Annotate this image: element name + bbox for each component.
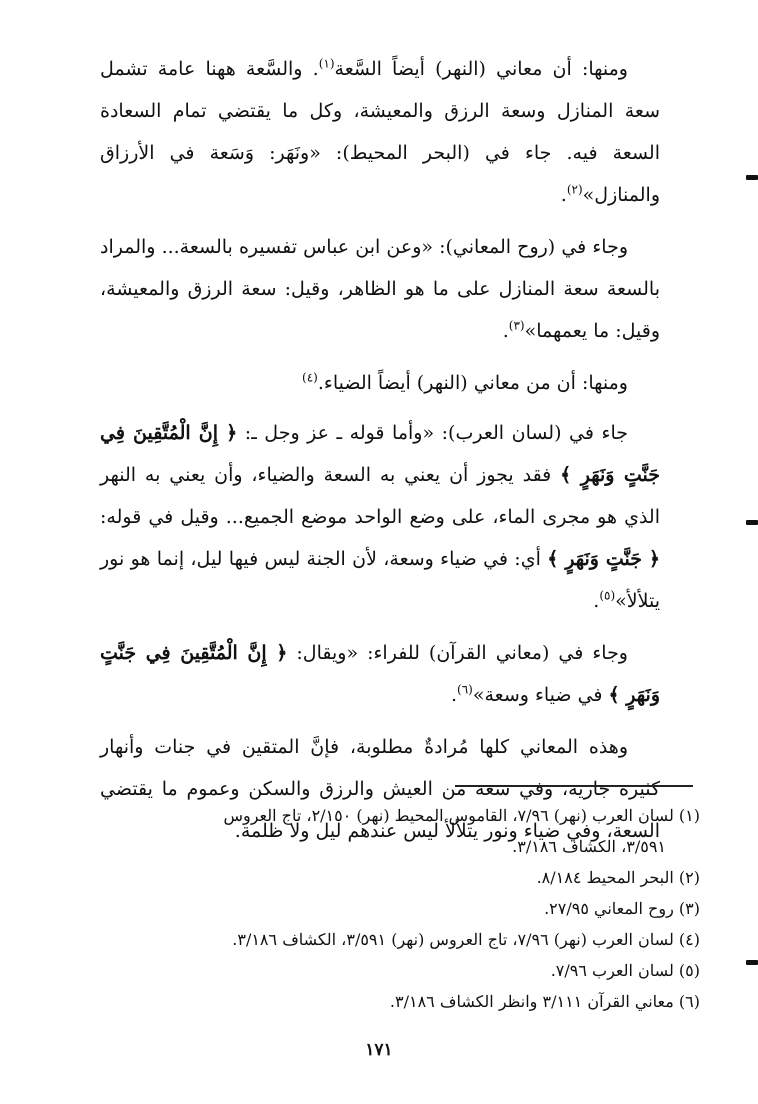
margin-mark xyxy=(746,960,758,965)
footnote-ref-3: (٣) xyxy=(508,318,525,333)
footnote-4: (٤) لسان العرب (نهر) ٧/٩٦، تاج العروس (نهر) ٣/٥٩١، الكشاف ٣/١٨٦. xyxy=(232,930,700,949)
paragraph-4 xyxy=(100,412,660,622)
main-text xyxy=(100,48,660,862)
footnote-ref-1: (١) xyxy=(318,56,335,71)
para1-part-a: ومنها: أن معاني (النهر) أيضاً السَّعة xyxy=(334,58,628,80)
para5-part-a: وجاء في (معاني القرآن) للفراء: «ويقال: xyxy=(287,642,628,664)
footnote-6: (٦) معاني القرآن ٣/١١١ وانظر الكشاف ٣/١٨٦. xyxy=(389,992,700,1011)
para2-text: وجاء في (روح المعاني): «وعن ابن عباس تفسيره بالسعة... والمراد بالسعة سعة المنازل على ما هو الظاهر، وقيل: سعة الرزق والمعيشة، وقيل: ما يعمهما» xyxy=(100,236,660,342)
margin-mark xyxy=(746,520,758,525)
footnote-1-continuation: ٣/٥٩١، الكشاف ٣/١٨٦. xyxy=(512,837,666,856)
paragraph-3 xyxy=(100,362,660,404)
footnote-ref-6: (٦) xyxy=(457,682,473,697)
para1-part-b: . والسَّعة ههنا عامة تشمل سعة المنازل وسعة الرزق والمعيشة، وكل ما يقتضي تمام السعادة السعة فيه. جاء في (البحر المحيط): «ونَهَر: وَسَعة في الأرزاق والمنازل» xyxy=(100,58,660,206)
footnotes xyxy=(100,800,700,1017)
paragraph-2 xyxy=(100,226,660,352)
margin-mark xyxy=(746,175,758,180)
para4-part-a: جاء في (لسان العرب): «وأما قوله ـ عز وجل ـ: xyxy=(237,422,628,444)
period: . xyxy=(593,590,600,612)
quran-verse-3: ﴿ إِنَّ الْمُتَّقِينَ فِي جَنَّتٍ وَنَهَرٍ ﴾ xyxy=(100,642,660,706)
period: . xyxy=(450,684,458,706)
period: . xyxy=(560,184,567,206)
paragraph-5 xyxy=(100,632,660,716)
quran-verse-2: ﴿ جَنَّتٍ وَنَهَرٍ ﴾ xyxy=(547,548,661,570)
footnote-ref-4: (٤) xyxy=(302,370,318,385)
footnote-1-continued xyxy=(100,831,700,862)
quran-verse-1: ﴿ إِنَّ الْمُتَّقِينَ فِي جَنَّتٍ وَنَهَرٍ ﴾ xyxy=(100,422,661,486)
paragraph-1 xyxy=(100,48,660,216)
para3-text: ومنها: أن من معاني (النهر) أيضاً الضياء. xyxy=(317,372,628,394)
footnote-1: (١) لسان العرب (نهر) ٧/٩٦، القاموس المحيط (نهر) ٢/١٥٠، تاج العروس xyxy=(223,806,700,825)
para5-part-b: في ضياء وسعة» xyxy=(472,684,609,706)
footnote-ref-2: (٢) xyxy=(566,182,583,197)
para6-text: وهذه المعاني كلها مُرادةٌ مطلوبة، فإنَّ المتقين في جنات وأنهار كثيرة جارية، وفي سعة من العيش والرزق والسكن وعموم ما يقتضي السعة، وفي ضياء ونور يتلألأ ليس عندهم ليل ولا ظلمة. xyxy=(100,736,660,842)
footnote-divider xyxy=(455,785,693,787)
footnote-ref-5: (٥) xyxy=(599,588,616,603)
para4-part-b: فقد يجوز أن يعني به السعة والضياء، وأن يعني به النهر الذي هو مجرى الماء، على وضع الواحد موضع الجميع... وقيل في قوله: xyxy=(100,464,660,528)
footnote-3: (٣) روح المعاني ٢٧/٩٥. xyxy=(544,899,700,918)
footnote-5: (٥) لسان العرب ٧/٩٦. xyxy=(550,961,700,980)
page-number: ١٧١ xyxy=(365,1040,393,1060)
para4-part-c: أي: في ضياء وسعة، لأن الجنة ليس فيها ليل، إنما هو نور يتلألأ» xyxy=(100,548,660,612)
period: . xyxy=(502,320,509,342)
footnote-2: (٢) البحر المحيط ٨/١٨٤. xyxy=(536,868,700,887)
